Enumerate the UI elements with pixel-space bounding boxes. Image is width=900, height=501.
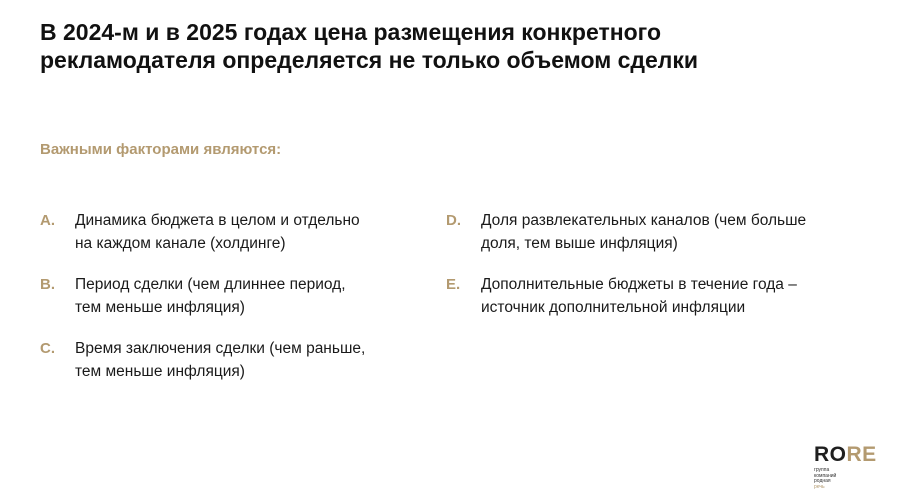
slide-title-line: В 2024-м и в 2025 годах цена размещения конкретного: [40, 19, 661, 45]
factor-text-line: тем меньше инфляция): [75, 299, 245, 316]
factor-item-c: [40, 337, 410, 383]
factors-left-column: [40, 209, 410, 401]
logo-tagline: [814, 468, 877, 490]
factor-text: [481, 209, 806, 255]
factor-text: [75, 273, 346, 319]
slide-title: [40, 18, 860, 74]
factor-item-d: [446, 209, 866, 255]
factor-item-b: [40, 273, 410, 319]
logo-tagline-line: родная: [814, 478, 831, 484]
factor-text-line: Дополнительные бюджеты в течение года –: [481, 276, 797, 293]
factors-subtitle: Важными факторами являются:: [40, 141, 282, 158]
factors-right-column: [446, 209, 866, 337]
factor-text-line: Период сделки (чем длиннее период,: [75, 276, 346, 293]
factor-letter: B.: [40, 276, 55, 293]
logo-tagline-line: речь: [814, 483, 825, 490]
logo-tagline-line: компаний: [814, 472, 837, 479]
factor-text-line: Доля развлекательных каналов (чем больше: [481, 212, 807, 229]
factor-letter: A.: [40, 212, 55, 229]
logo-wordmark: [814, 444, 877, 466]
logo-part-ro: RO: [814, 443, 847, 466]
logo-part-re: RE: [846, 443, 877, 466]
factor-text-line: Время заключения сделки (чем раньше,: [75, 340, 366, 357]
factor-text: [481, 273, 797, 319]
factor-item-e: [446, 273, 866, 319]
factor-letter: D.: [446, 212, 461, 229]
factor-item-a: [40, 209, 410, 255]
factor-letter: C.: [40, 340, 55, 357]
factor-text-line: Динамика бюджета в целом и отдельно: [75, 212, 360, 229]
factor-text: [75, 337, 365, 383]
factor-text-line: источник дополнительной инфляции: [481, 299, 746, 316]
factor-text-line: тем меньше инфляция): [75, 363, 245, 380]
factor-text: [75, 209, 360, 255]
factor-text-line: на каждом канале (холдинге): [75, 235, 286, 252]
factor-letter: E.: [446, 276, 461, 293]
factor-text-line: доля, тем выше инфляция): [481, 235, 678, 252]
slide-title-line: рекламодателя определяется не только объемом сделки: [40, 47, 699, 73]
rore-logo: [814, 444, 877, 490]
logo-tagline-line: группа: [814, 467, 830, 473]
